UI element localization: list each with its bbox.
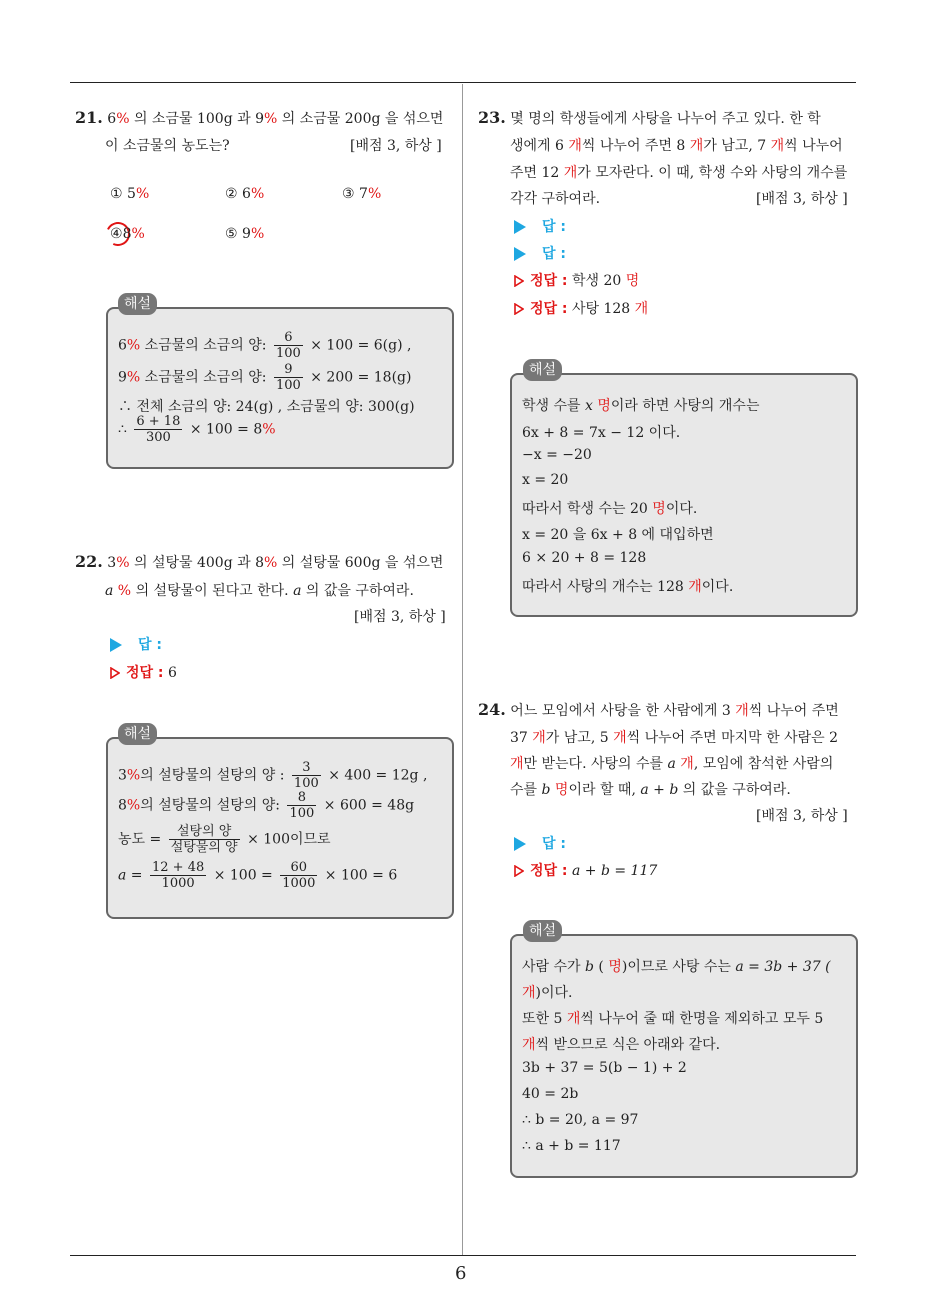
q23-sol-line8: 따라서 사탕의 개수는 128 개이다. <box>522 579 734 595</box>
q23-sol-line2: 6x + 8 = 7x − 12 이다. <box>522 425 681 441</box>
q24-sol-line8: ∴ a + b = 117 <box>522 1138 621 1154</box>
q21-option-5[interactable]: ⑤ 9% <box>225 226 265 242</box>
q21-meta: [배점 3, 하상 ] <box>350 138 442 154</box>
fraction: $\frac{6 + 18}{300}$ <box>136 414 181 445</box>
q22-number: 22. <box>75 552 103 571</box>
q21-option-3[interactable]: ③ 7% <box>342 186 382 202</box>
page-number: 6 <box>455 1263 467 1284</box>
fraction: $\frac{9}{100}$ <box>275 362 301 393</box>
q23-sol-line7: 6 × 20 + 8 = 128 <box>522 550 647 566</box>
fraction: $\frac{3}{100}$ <box>293 760 319 791</box>
q21-option-1[interactable]: ① 5% <box>110 186 150 202</box>
q24-line1: 24. 어느 모임에서 사탕을 한 사람에게 3 개씩 나누어 주면 <box>478 700 839 719</box>
q22-answer-line[interactable]: 답 : <box>110 634 162 654</box>
fraction: $\frac{8}{100}$ <box>289 790 315 821</box>
outline-triangle-icon <box>514 275 524 287</box>
q21-sol-line4: ∴ $\frac{6 + 18}{300}$ × 100 = 8% <box>118 414 276 445</box>
q24-sol-line4: 개씩 받으므로 식은 아래와 같다. <box>522 1037 721 1053</box>
q21-line1: 21. 6% 의 소금물 100g 과 9% 의 소금물 200g 을 섞으면 <box>75 108 444 127</box>
q21-number: 21. <box>75 108 103 127</box>
play-triangle-icon <box>514 837 526 851</box>
q24-sol-line5: 3b + 37 = 5(b − 1) + 2 <box>522 1060 687 1076</box>
q22-solution-tag: 해설 <box>118 723 157 745</box>
play-triangle-icon <box>514 247 526 261</box>
q23-number: 23. <box>478 108 506 127</box>
q23-answer-line-2[interactable]: 답 : <box>514 243 566 263</box>
q24-line3: 개만 받는다. 사탕의 수를 a 개, 모임에 참석한 사람의 <box>510 756 834 772</box>
play-triangle-icon <box>110 638 122 652</box>
q23-sol-line5: 따라서 학생 수는 20 명이다. <box>522 501 698 517</box>
q22-sol-line1: 3%의 설탕물의 설탕의 양 : $\frac{3}{100}$ × 400 = 12g , <box>118 760 428 791</box>
column-divider <box>462 84 463 1256</box>
q22-line1: 22. 3% 의 설탕물 400g 과 8% 의 설탕물 600g 을 섞으면 <box>75 552 444 571</box>
q24-meta: [배점 3, 하상 ] <box>756 808 848 824</box>
q21-line2: 이 소금물의 농도는? <box>105 138 230 154</box>
q24-number: 24. <box>478 700 506 719</box>
q21-sol-line2: 9% 소금물의 소금의 양: $\frac{9}{100}$ × 200 = 18(g) <box>118 362 412 393</box>
q22-meta: [배점 3, 하상 ] <box>354 609 446 625</box>
play-triangle-icon <box>514 220 526 234</box>
q24-solution-tag: 해설 <box>523 920 562 942</box>
q23-sol-line4: x = 20 <box>522 472 569 488</box>
q23-meta: [배점 3, 하상 ] <box>756 191 848 207</box>
bottom-rule <box>70 1255 856 1256</box>
q23-sol-line3: −x = −20 <box>522 447 592 463</box>
q23-correct-line-2: 정답 : 사탕 128 개 <box>514 298 648 318</box>
q24-line2: 37 개가 남고, 5 개씩 나누어 주면 마지막 한 사람은 2 <box>510 730 839 746</box>
q23-line2: 생에게 6 개씩 나누어 주면 8 개가 남고, 7 개씩 나누어 <box>510 138 843 154</box>
q24-sol-line7: ∴ b = 20, a = 97 <box>522 1112 639 1128</box>
top-rule <box>70 82 856 83</box>
q22-correct-line: 정답 : 6 <box>110 662 177 682</box>
fraction: $\frac{12 + 48}{1000}$ <box>152 860 205 891</box>
q21-sol-line1: 6% 소금물의 소금의 양: $\frac{6}{100}$ × 100 = 6(g) , <box>118 330 412 361</box>
q23-sol-line1: 학생 수를 x 명이라 하면 사탕의 개수는 <box>522 398 760 414</box>
q24-line4: 수를 b 명이라 할 때, a + b 의 값을 구하여라. <box>510 782 791 798</box>
q23-line3: 주면 12 개가 모자란다. 이 때, 학생 수와 사탕의 개수를 <box>510 165 848 181</box>
q23-correct-line-1: 정답 : 학생 20 명 <box>514 270 639 290</box>
q22-sol-line4: a = $\frac{12 + 48}{1000}$ × 100 = $\frac{60}{1000}$ × 100 = 6 <box>118 860 398 891</box>
q24-sol-line3: 또한 5 개씩 나누어 줄 때 한명을 제외하고 모두 5 <box>522 1011 824 1027</box>
q22-sol-line2: 8%의 설탕물의 설탕의 양: $\frac{8}{100}$ × 600 = 48g <box>118 790 415 821</box>
q23-line1: 23. 몇 명의 학생들에게 사탕을 나누어 주고 있다. 한 학 <box>478 108 821 127</box>
fraction: $\frac{60}{1000}$ <box>282 860 316 891</box>
q23-answer-line-1[interactable]: 답 : <box>514 216 566 236</box>
q23-sol-line6: x = 20 을 6x + 8 에 대입하면 <box>522 527 714 543</box>
q24-correct-line: 정답 : a + b = 117 <box>514 860 657 880</box>
outline-triangle-icon <box>514 303 524 315</box>
q24-sol-line2: 개)이다. <box>522 985 573 1001</box>
q21-solution-tag: 해설 <box>118 293 157 315</box>
q21-sol-line3: ∴ 전체 소금의 양: 24(g) , 소금물의 양: 300(g) <box>118 399 415 415</box>
q23-solution-tag: 해설 <box>523 359 562 381</box>
q21-option-4[interactable]: ④8% <box>110 226 145 242</box>
q21-option-2[interactable]: ② 6% <box>225 186 265 202</box>
q22-line2: a % 의 설탕물이 된다고 한다. a 의 값을 구하여라. <box>105 583 414 599</box>
q23-line4: 각각 구하여라. <box>510 191 601 207</box>
fraction: $\frac{6}{100}$ <box>275 330 301 361</box>
q24-sol-line1: 사람 수가 b ( 명)이므로 사탕 수는 a = 3b + 37 ( <box>522 959 831 975</box>
q24-sol-line6: 40 = 2b <box>522 1086 579 1102</box>
q22-sol-line3: 농도 = $\frac{\text{설탕의 양}}{\text{설탕물의 양}}$ × 100이므로 <box>118 824 331 855</box>
outline-triangle-icon <box>110 667 120 679</box>
fraction: $\frac{\text{설탕의 양}}{\text{설탕물의 양}}$ <box>170 824 238 855</box>
outline-triangle-icon <box>514 865 524 877</box>
q24-answer-line[interactable]: 답 : <box>514 833 566 853</box>
